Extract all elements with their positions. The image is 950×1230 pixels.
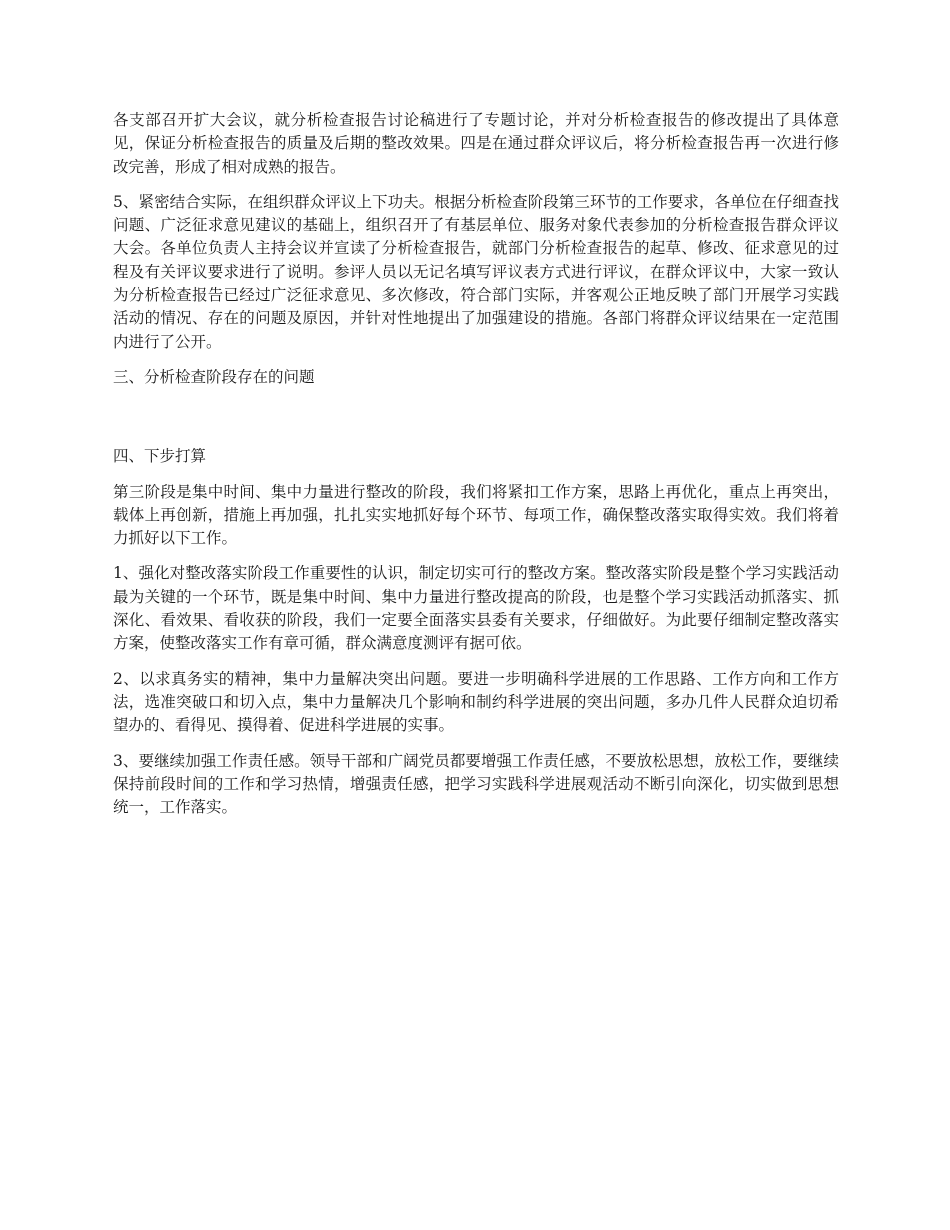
section-heading-problems: 三、分析检查阶段存在的问题 — [113, 367, 315, 386]
paragraph-stage-three: 第三阶段是集中时间、集中力量进行整改的阶段，我们将紧扣工作方案，思路上再优化，重点上再突出，载体上再创新，措施上再加强，扎扎实实地抓好每个环节、每项工作，确保整改落实取得实效。我们将着力抓好以下工作。 — [113, 482, 839, 548]
document-page — [113, 109, 839, 831]
paragraph-plan-item-2: 2、以求真务实的精神，集中力量解决突出问题。要进一步明确科学进展的工作思路、工作方向和工作方法，选准突破口和切入点，集中力量解决几个影响和制约科学进展的突出问题，多办几件人民群众迫切希望办的、看得见、摸得着、促进科学进展的实事。 — [113, 669, 839, 735]
paragraph-review-meeting: 各支部召开扩大会议，就分析检查报告讨论稿进行了专题讨论，并对分析检查报告的修改提出了具体意见，保证分析检查报告的质量及后期的整改效果。四是在通过群众评议后，将分析检查报告再一次进行修改完善，形成了相对成熟的报告。 — [113, 111, 839, 176]
section-heading-next-steps: 四、下步打算 — [113, 447, 207, 466]
paragraph-plan-item-3: 3、要继续加强工作责任感。领导干部和广阔党员都要增强工作责任感，不要放松思想，放松工作，要继续保持前段时间的工作和学习热情，增强责任感，把学习实践科学进展观活动不断引向深化，切实做到思想统一，工作落实。 — [113, 751, 839, 817]
section-spacer — [113, 401, 839, 445]
paragraph-plan-item-1: 1、强化对整改落实阶段工作重要性的认识，制定切实可行的整改方案。整改落实阶段是整个学习实践活动最为关键的一个环节，既是集中时间、集中力量进行整改提高的阶段，也是整个学习实践活动抓落实、抓深化、看效果、看收获的阶段，我们一定要全面落实县委有关要求，仔细做好。为此要仔细制定整改落实方案，使整改落实工作有章可循，群众满意度测评有据可依。 — [113, 564, 839, 653]
paragraph-item-5: 5、紧密结合实际，在组织群众评议上下功夫。根据分析检查阶段第三环节的工作要求，各单位在仔细查找问题、广泛征求意见建议的基础上，组织召开了有基层单位、服务对象代表参加的分析检查报告群众评议大会。各单位负责人主持会议并宣读了分析检查报告，就部门分析检查报告的起草、修改、征求意见的过程及有关评议要求进行了说明。参评人员以无记名填写评议表方式进行评议，在群众评议中，大家一致认为分析检查报告已经过广泛征求意见、多次修改，符合部门实际，并客观公正地反映了部门开展学习实践活动的情况、存在的问题及原因，并针对性地提出了加强建设的措施。各部门将群众评议结果在一定范围内进行了公开。 — [113, 192, 839, 351]
